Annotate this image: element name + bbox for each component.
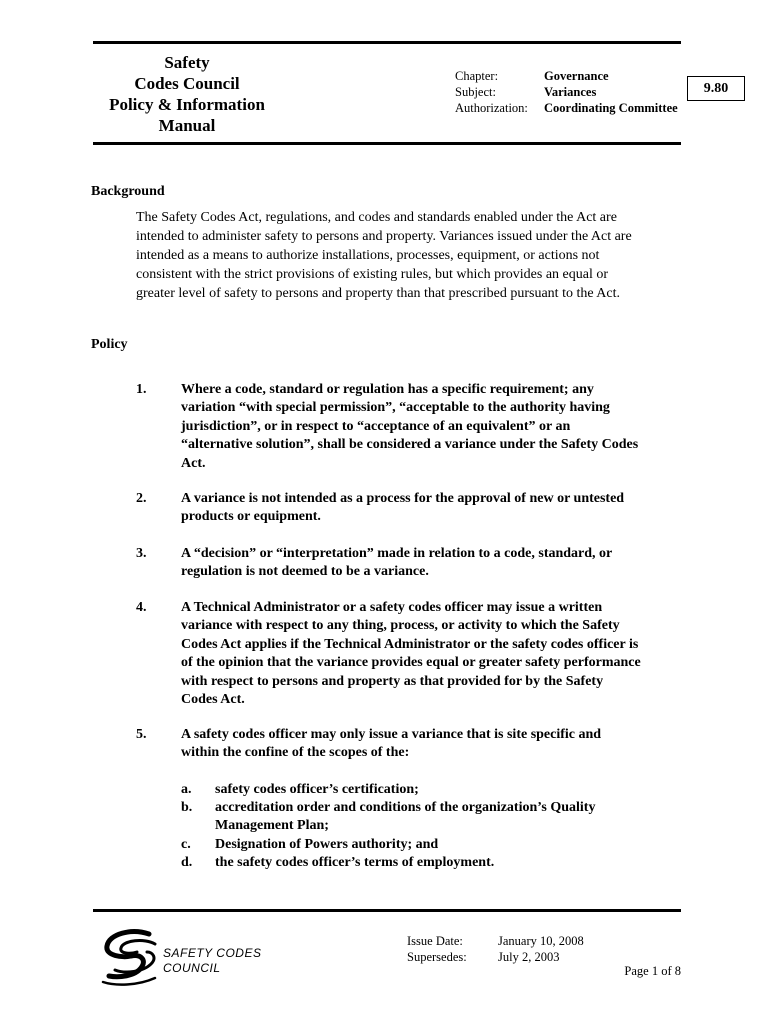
item-line: Act. (181, 455, 206, 471)
title-line: Manual (158, 116, 216, 135)
item-line: variation “with special permission”, “acceptable to the authority having (181, 400, 610, 416)
item-line: A variance is not intended as a process for the approval of new or untested (181, 491, 625, 506)
header-bottom-rule (93, 142, 681, 145)
item-text (181, 490, 686, 527)
item-line: Codes Act. (181, 692, 245, 708)
item-number: 1. (136, 382, 147, 397)
background-paragraph (136, 208, 688, 303)
subitem-text (215, 854, 655, 872)
background-heading: Background (91, 184, 165, 199)
title-line: Codes Council (134, 74, 240, 93)
subitem-letter: d. (181, 855, 193, 870)
paragraph-line: intended as a means to authorize installations, processes, equipment, or actions not (136, 248, 600, 263)
authorization-label: Authorization: (455, 101, 528, 115)
item-line: with respect to persons and property as that provided for by the Safety (181, 673, 604, 689)
title-line: Safety (164, 53, 210, 72)
issue-date-label: Issue Date: (407, 934, 463, 948)
footer-rule (93, 909, 681, 912)
item-line: A Technical Administrator or a safety codes officer may issue a written (181, 600, 603, 615)
item-number: 2. (136, 491, 147, 506)
policy-number-box: 9.80 (687, 76, 745, 101)
subject-label: Subject: (455, 85, 496, 99)
header-meta-labels (455, 68, 528, 116)
item-number: 4. (136, 600, 147, 615)
chapter-label: Chapter: (455, 69, 499, 83)
paragraph-line: The Safety Codes Act, regulations, and codes and standards enabled under the Act are (136, 210, 617, 225)
item-line: “alternative solution”, shall be considered a variance under the Safety Codes (181, 437, 639, 453)
item-number: 3. (136, 546, 147, 561)
paragraph-line: intended to administer safety to persons and property. Variances issued under the Act are (136, 229, 632, 244)
footer-values (498, 933, 584, 965)
subitem-line: Management Plan; (215, 818, 329, 834)
subitem-text (215, 781, 655, 799)
item-text (181, 726, 686, 763)
header-meta-values (544, 68, 678, 116)
item-line: variance with respect to any thing, process, or activity to which the Safety (181, 618, 620, 634)
item-line: jurisdiction”, or in respect to “acceptance of an equivalent” or an (181, 418, 571, 434)
subitem-text (215, 799, 655, 836)
subitem-line: the safety codes officer’s terms of employment. (215, 855, 495, 870)
footer-labels (407, 933, 467, 965)
item-line: regulation is not deemed to be a variance. (181, 564, 429, 580)
item-line: Codes Act applies if the Technical Administrator or the safety codes officer is (181, 636, 639, 652)
item-text (181, 545, 686, 582)
policy-heading: Policy (91, 337, 128, 352)
header-top-rule (93, 41, 681, 44)
page-number: Page 1 of 8 (624, 964, 681, 978)
item-line: A “decision” or “interpretation” made in relation to a code, standard, or (181, 546, 613, 561)
logo-line: SAFETY CODES (163, 946, 262, 960)
subitem-line: safety codes officer’s certification; (215, 782, 419, 797)
item-line: A safety codes officer may only issue a variance that is site specific and (181, 727, 602, 742)
item-number: 5. (136, 727, 147, 742)
subitem-line: Designation of Powers authority; and (215, 837, 439, 852)
item-text (181, 381, 686, 473)
item-line: within the confine of the scopes of the: (181, 745, 410, 761)
item-line: of the opinion that the variance provides equal or greater safety performance (181, 655, 641, 671)
item-line: products or equipment. (181, 509, 321, 525)
paragraph-line: greater level of safety to persons and property than that prescribed pursuant to the Act. (136, 286, 621, 301)
logo-line: COUNCIL (163, 961, 221, 975)
issue-date-value: January 10, 2008 (498, 934, 584, 948)
title-line: Policy & Information (109, 95, 265, 114)
subitem-text (215, 836, 655, 854)
subitem-letter: b. (181, 800, 193, 815)
supersedes-value: July 2, 2003 (498, 950, 560, 964)
item-text (181, 599, 686, 709)
subitem-letter: a. (181, 782, 192, 797)
subitem-line: accreditation order and conditions of the organization’s Quality (215, 800, 596, 815)
subject-value: Variances (544, 85, 597, 99)
item-line: Where a code, standard or regulation has a specific requirement; any (181, 382, 594, 397)
supersedes-label: Supersedes: (407, 950, 467, 964)
chapter-value: Governance (544, 69, 609, 83)
authorization-value: Coordinating Committee (544, 101, 678, 115)
subitem-letter: c. (181, 837, 191, 852)
manual-title (93, 52, 281, 136)
paragraph-line: consistent with the strict provisions of existing rules, but which provides an equal or (136, 267, 609, 282)
